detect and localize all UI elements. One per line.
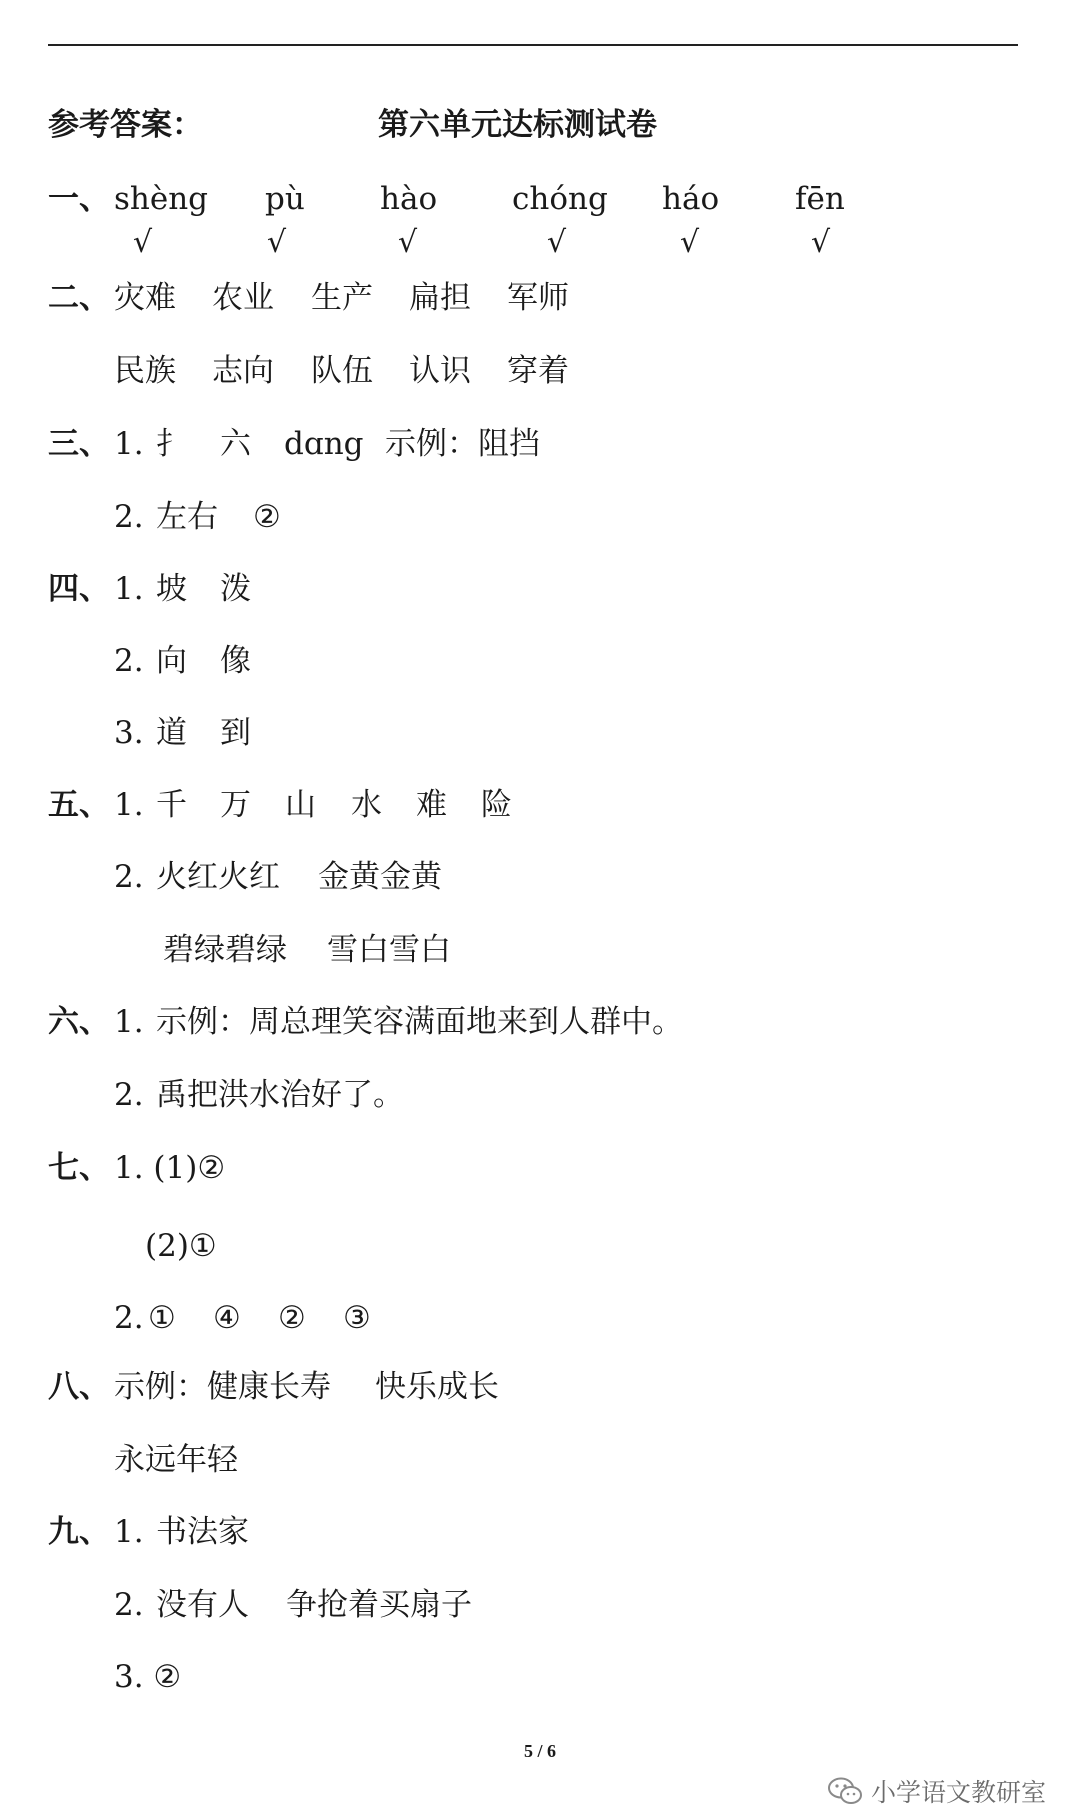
answer-text: 书法家 [156, 1514, 249, 1550]
answer-char: 难 [416, 787, 447, 823]
answer-circle: ③ [343, 1300, 371, 1336]
item-number: 1. [114, 1004, 144, 1040]
answer-char: 万 [220, 787, 251, 823]
page-title: 第六单元达标测试卷 [378, 107, 657, 143]
answer-circle: ④ [213, 1300, 241, 1336]
check-mark: √ [547, 225, 567, 260]
section-8-number: 八、 [48, 1369, 110, 1405]
section-2-number: 二、 [48, 280, 110, 316]
check-mark: √ [267, 225, 287, 260]
check-mark: √ [398, 225, 418, 260]
item-number: 2. [114, 1300, 144, 1336]
answer-label: 参考答案： [48, 107, 203, 143]
answer-text: 到 [220, 715, 251, 751]
pinyin-4: chóng [512, 181, 608, 217]
answer-word: 志向 [212, 353, 274, 389]
answer-text: 示例：健康长寿 [114, 1369, 331, 1405]
check-mark: √ [680, 225, 700, 260]
section-7-number: 七、 [48, 1150, 110, 1186]
item-number: 1. [114, 1514, 144, 1550]
answer-text: 火红火红 [156, 859, 280, 895]
section-1-number: 一、 [48, 181, 110, 217]
item-number: 2. [114, 1077, 144, 1113]
answer-text: 没有人 [156, 1587, 249, 1623]
answer-text: 快乐成长 [375, 1369, 499, 1405]
answer-text: 扌 [156, 426, 187, 462]
item-number: 2. [114, 1587, 144, 1623]
answer-text: 道 [156, 715, 187, 751]
section-3-number: 三、 [48, 426, 110, 462]
page-number: 5 / 6 [523, 1741, 556, 1761]
answer-text: 1. (1)② [114, 1150, 226, 1186]
answer-circle: ① [148, 1300, 176, 1336]
answer-text: 雪白雪白 [327, 932, 451, 968]
item-number: 2. [114, 499, 144, 535]
answer-text: 像 [220, 643, 251, 679]
section-9-number: 九、 [48, 1514, 110, 1550]
answer-text: (2)① [145, 1228, 217, 1264]
answer-char: 险 [481, 787, 512, 823]
answer-word: 民族 [114, 353, 176, 389]
answer-text: 3. ② [114, 1659, 182, 1695]
answer-text: ② [253, 499, 281, 535]
top-rule [48, 44, 1018, 46]
item-number: 3. [114, 715, 144, 751]
answer-text: 碧绿碧绿 [163, 932, 287, 968]
answer-word: 生产 [311, 280, 373, 316]
answer-text: 争抢着买扇子 [286, 1587, 472, 1623]
pinyin-5: háo [662, 181, 720, 217]
watermark-text: 小学语文教研室 [870, 1778, 1046, 1807]
item-number: 2. [114, 643, 144, 679]
answer-word: 农业 [212, 280, 274, 316]
answer-text: 永远年轻 [114, 1442, 238, 1478]
watermark [827, 1774, 1046, 1808]
pinyin-1: shèng [114, 181, 209, 217]
item-number: 1. [114, 787, 144, 823]
answer-char: 千 [156, 787, 187, 823]
answer-text: 坡 [156, 571, 187, 607]
check-mark: √ [811, 225, 831, 260]
answer-word: 穿着 [507, 353, 569, 389]
section-5-number: 五、 [48, 787, 110, 823]
answer-text: 六 [220, 426, 251, 462]
answer-text: 泼 [220, 571, 251, 607]
section-4-number: 四、 [48, 571, 110, 607]
check-mark: √ [133, 225, 153, 260]
answer-text: 向 [156, 643, 187, 679]
answer-circle: ② [278, 1300, 306, 1336]
answer-word: 队伍 [311, 353, 373, 389]
pinyin-2: pù [265, 181, 305, 217]
answer-word: 军师 [507, 280, 569, 316]
answer-char: 山 [285, 787, 316, 823]
answer-text: 金黄金黄 [318, 859, 442, 895]
answer-char: 水 [351, 787, 382, 823]
item-number: 1. [114, 426, 144, 462]
item-number: 1. [114, 571, 144, 607]
answer-sentence: 禹把洪水治好了。 [156, 1077, 404, 1113]
answer-text: 左右 [156, 499, 218, 535]
answer-word: 认识 [409, 353, 471, 389]
pinyin-6: fēn [795, 181, 845, 217]
answer-text: 示例：阻挡 [385, 426, 540, 462]
answer-word: 扁担 [409, 280, 471, 316]
answer-word: 灾难 [114, 280, 176, 316]
answer-pinyin: dɑng [284, 426, 364, 462]
pinyin-3: hào [380, 181, 438, 217]
section-6-number: 六、 [48, 1004, 110, 1040]
answer-sentence: 示例：周总理笑容满面地来到人群中。 [156, 1004, 683, 1040]
item-number: 2. [114, 859, 144, 895]
wechat-icon [827, 1776, 863, 1806]
